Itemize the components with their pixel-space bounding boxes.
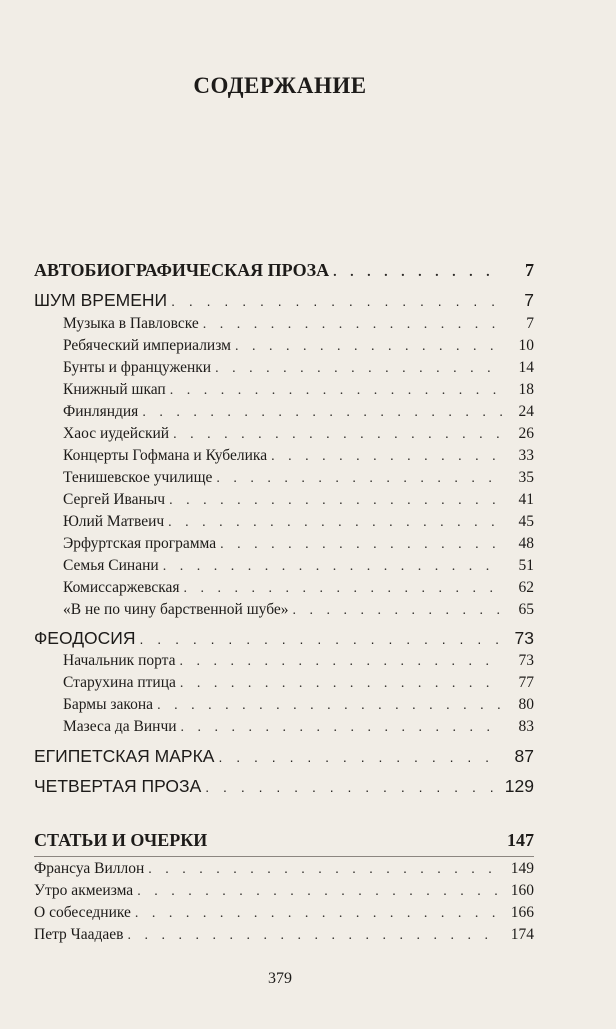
toc-page-ref: 166 xyxy=(510,904,534,921)
toc-entry xyxy=(63,696,534,714)
toc-page-ref: 33 xyxy=(518,447,534,464)
toc-label: Комиссаржевская xyxy=(63,579,180,596)
leader-dots xyxy=(127,928,502,944)
toc-section-feodosia xyxy=(34,628,534,649)
toc-entry xyxy=(63,447,534,465)
leader-dots xyxy=(137,884,502,900)
toc-label: Начальник порта xyxy=(63,652,176,669)
toc-entry xyxy=(63,425,534,443)
toc-entry xyxy=(63,337,534,355)
leader-dots xyxy=(135,906,502,922)
toc-label: Книжный шкап xyxy=(63,381,166,398)
toc-entry xyxy=(63,513,534,531)
toc-entry xyxy=(63,315,534,333)
toc-page-ref: 77 xyxy=(518,674,534,691)
toc-entry xyxy=(63,674,534,692)
toc-page-ref: 48 xyxy=(518,535,534,552)
leader-dots xyxy=(220,537,502,553)
toc-page-ref: 18 xyxy=(518,381,534,398)
leader-dots xyxy=(203,317,502,333)
toc-page-ref: 147 xyxy=(507,830,534,850)
toc-label: ЧЕТВЕРТАЯ ПРОЗА xyxy=(34,776,202,796)
toc-entry xyxy=(63,469,534,487)
toc-section-egyptian-stamp xyxy=(34,746,534,767)
leader-dots xyxy=(163,559,502,575)
toc-label: Франсуа Виллон xyxy=(34,860,145,877)
toc-label: Тенишевское училище xyxy=(63,469,213,486)
toc-label: СТАТЬИ И ОЧЕРКИ xyxy=(34,830,208,850)
toc-section-autobio xyxy=(34,260,534,281)
toc-page-ref: 26 xyxy=(518,425,534,442)
leader-dots xyxy=(271,449,502,465)
toc-page-ref: 73 xyxy=(518,652,534,669)
toc-page-ref: 51 xyxy=(518,557,534,574)
leader-dots xyxy=(180,654,503,670)
leader-dots xyxy=(205,779,501,795)
divider xyxy=(34,856,534,857)
leader-dots xyxy=(184,581,503,597)
toc-label: Юлий Матвеич xyxy=(63,513,165,530)
toc-page-ref: 174 xyxy=(510,926,534,943)
leader-dots xyxy=(140,631,502,647)
toc-label: ЕГИПЕТСКАЯ МАРКА xyxy=(34,746,215,766)
leader-dots xyxy=(333,265,502,281)
toc-page-ref: 41 xyxy=(518,491,534,508)
toc-label: Музыка в Павловске xyxy=(63,315,199,332)
toc-entry xyxy=(34,926,534,944)
toc-label: ФЕОДОСИЯ xyxy=(34,628,136,648)
toc-page-ref: 160 xyxy=(510,882,534,899)
toc-entry xyxy=(63,381,534,399)
toc-page-ref: 129 xyxy=(504,776,534,796)
leader-dots xyxy=(142,405,502,421)
toc-section-shum xyxy=(34,290,534,311)
toc-label: Концерты Гофмана и Кубелика xyxy=(63,447,268,464)
toc-entry xyxy=(34,904,534,922)
toc-page-ref: 87 xyxy=(514,746,534,766)
toc-page-ref: 65 xyxy=(518,601,534,618)
leader-dots xyxy=(170,383,502,399)
leader-dots xyxy=(180,676,502,692)
toc-entry xyxy=(63,579,534,597)
toc-label: Ребяческий империализм xyxy=(63,337,231,354)
toc-label: Финляндия xyxy=(63,403,139,420)
toc-entry xyxy=(63,535,534,553)
leader-dots xyxy=(171,293,502,309)
toc-label: Старухина птица xyxy=(63,674,176,691)
toc-page-ref: 149 xyxy=(510,860,534,877)
leader-dots xyxy=(293,603,502,619)
toc-label: ШУМ ВРЕМЕНИ xyxy=(34,290,168,310)
toc-page-ref: 45 xyxy=(518,513,534,530)
toc-page-ref: 80 xyxy=(518,696,534,713)
toc-page-ref: 62 xyxy=(518,579,534,596)
toc-entry xyxy=(63,718,534,736)
toc-entry xyxy=(63,601,534,619)
toc-page-ref: 24 xyxy=(518,403,534,420)
leader-dots xyxy=(157,698,502,714)
toc-label: «В не по чину барственной шубе» xyxy=(63,601,289,618)
leader-dots xyxy=(169,493,502,509)
toc-label: Эрфуртская программа xyxy=(63,535,217,552)
leader-dots xyxy=(148,862,502,878)
toc-label: О собеседнике xyxy=(34,904,131,921)
leader-dots xyxy=(215,361,502,377)
leader-dots xyxy=(168,515,502,531)
leader-dots xyxy=(235,339,502,355)
toc-label: Сергей Иваныч xyxy=(63,491,166,508)
toc-label: Петр Чаадаев xyxy=(34,926,124,943)
toc-page-ref: 83 xyxy=(518,718,534,735)
toc-page-ref: 35 xyxy=(518,469,534,486)
toc-label: Хаос иудейский xyxy=(63,425,170,442)
toc-label: АВТОБИОГРАФИЧЕСКАЯ ПРОЗА xyxy=(34,260,330,280)
toc-entry xyxy=(63,557,534,575)
toc-entry xyxy=(63,403,534,421)
toc-label: Семья Синани xyxy=(63,557,159,574)
toc-page-ref: 14 xyxy=(518,359,534,376)
toc-label: Бунты и француженки xyxy=(63,359,212,376)
toc-page-ref: 7 xyxy=(526,315,534,332)
toc-section-fourth-prose xyxy=(34,776,534,797)
toc-label: Мазеса да Винчи xyxy=(63,718,177,735)
toc-entry xyxy=(63,491,534,509)
page-title: СОДЕРЖАНИЕ xyxy=(193,73,367,98)
toc-entry xyxy=(63,359,534,377)
toc-page-ref: 7 xyxy=(524,290,534,310)
toc-label: Бармы закона xyxy=(63,696,154,713)
toc-entry xyxy=(34,860,534,878)
leader-dots xyxy=(218,749,502,765)
toc-section-articles xyxy=(34,830,534,851)
leader-dots xyxy=(216,471,502,487)
toc-entry xyxy=(63,652,534,670)
leader-dots xyxy=(173,427,502,443)
toc-page-ref: 7 xyxy=(525,260,534,280)
leader-dots xyxy=(181,720,502,736)
toc-label: Утро акмеизма xyxy=(34,882,134,899)
toc-page-ref: 73 xyxy=(514,628,534,648)
toc-entry xyxy=(34,882,534,900)
page-number: 379 xyxy=(268,970,292,987)
toc-page-ref: 10 xyxy=(518,337,534,354)
